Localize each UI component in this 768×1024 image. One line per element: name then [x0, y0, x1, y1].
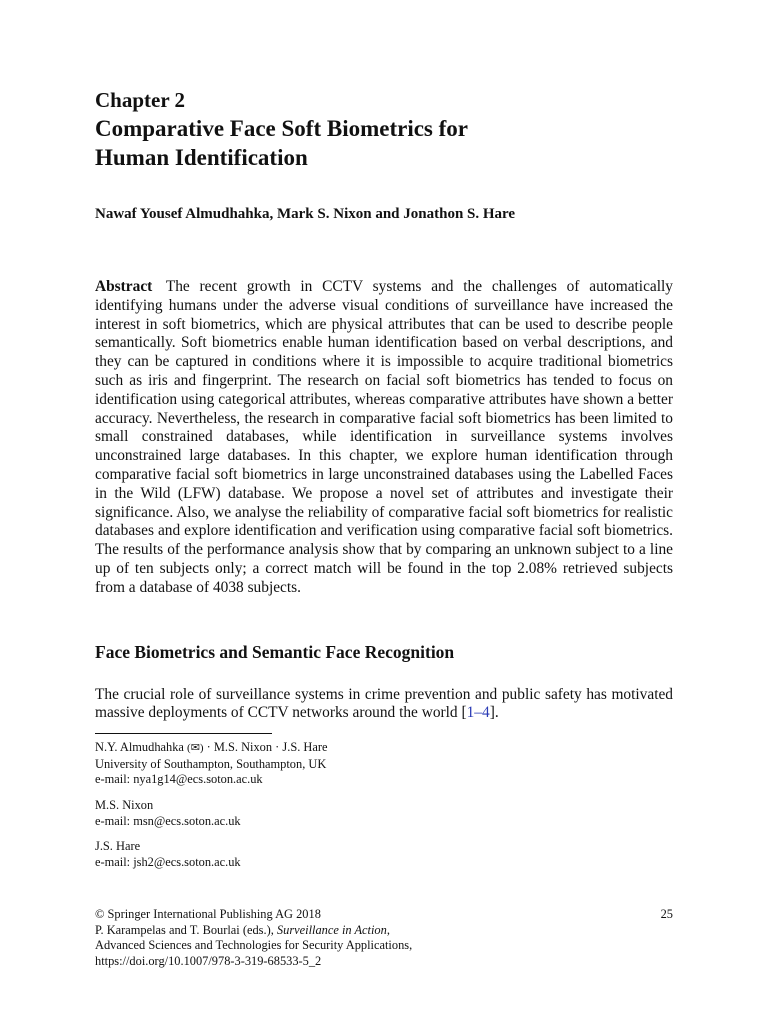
- affiliation: University of Southampton, Southampton, UK: [95, 756, 327, 771]
- section-heading: Face Biometrics and Semantic Face Recognition: [95, 641, 455, 662]
- page-number: 25: [660, 907, 673, 921]
- abstract-text: The recent growth in CCTV systems and the challenges of automatically identifying humans under the adverse visual conditions of surveillance have increased the interest in soft biometrics, which are physical attributes that can be used to describe people semantically. Soft biometrics enable human identification based on verbal descriptions, and they can be captured in conditions where it is impossible to acquire traditional biometrics such as iris and fingerprint. The research on facial soft biometrics has tended to focus on identification using categorical attributes, whereas comparative attributes have shown a better accuracy. Nevertheless, the research in comparative facial soft biometrics has been limited to small constrained databases, while identification in surveillance systems involves unconstrained large databases. In this chapter, we explore human identification through comparative facial soft biometrics in large unconstrained databases using the Labelled Faces in the Wild (LFW) database. We propose a novel set of attributes and investigate their significance. Also, we analyse the reliability of comparative facial soft biometrics for realistic databases and explore identification and verification using comparative facial soft biometrics. The results of the performance analysis show that by comparing an unknown subject to a line up of ten subjects only; a correct match will be found in the top 2.08% retrieved subjects from a database of 4038 subjects.: [95, 278, 673, 596]
- paragraph-text-end: ].: [489, 704, 499, 722]
- doi-link[interactable]: https://doi.org/10.1007/978-3-319-68533-5_2: [95, 953, 322, 968]
- editors-suffix: ,: [386, 922, 390, 937]
- footnote-hare-block: [95, 839, 673, 870]
- chapter-title: [95, 114, 673, 172]
- mail-icon: (✉): [187, 742, 204, 755]
- citation-link[interactable]: 1–4: [466, 704, 490, 722]
- abstract-label: Abstract: [95, 278, 153, 295]
- footnote-affiliation-block: [95, 740, 673, 788]
- publication-info: [95, 907, 673, 969]
- series-title: Advanced Sciences and Technologies for Security Applications,: [95, 938, 413, 953]
- chapter-title-line-1: Comparative Face Soft Biometrics for: [95, 116, 468, 141]
- name-nixon: M.S. Nixon: [95, 797, 154, 812]
- email-nixon[interactable]: e-mail: msn@ecs.soton.ac.uk: [95, 813, 241, 828]
- section-paragraph: [95, 686, 673, 724]
- book-title: Surveillance in Action: [276, 922, 387, 937]
- footnote-nixon-block: [95, 798, 673, 829]
- corresponding-author: N.Y. Almudhahka: [95, 740, 184, 755]
- copyright: © Springer International Publishing AG 2018: [95, 907, 321, 921]
- editors-line: [95, 923, 673, 939]
- editors: P. Karampelas and T. Bourlai (eds.),: [95, 922, 277, 937]
- email-almudhahka[interactable]: e-mail: nya1g14@ecs.soton.ac.uk: [95, 772, 263, 787]
- footnotes: [95, 740, 673, 870]
- page-body: [95, 88, 673, 880]
- coauthors: · M.S. Nixon · J.S. Hare: [203, 740, 328, 755]
- copyright-row: [95, 907, 673, 923]
- abstract: [95, 278, 673, 598]
- author-list: Nawaf Yousef Almudhahka, Mark S. Nixon and Jonathon S. Hare: [95, 206, 516, 222]
- chapter-title-line-2: Human Identification: [95, 145, 308, 170]
- name-hare: J.S. Hare: [95, 839, 141, 854]
- footnote-divider: [95, 733, 272, 734]
- email-hare[interactable]: e-mail: jsh2@ecs.soton.ac.uk: [95, 854, 241, 869]
- chapter-label: Chapter 2: [95, 88, 186, 112]
- paragraph-text: The crucial role of surveillance systems in crime prevention and public safety has motivated massive deployments of CCTV networks around the world [: [95, 685, 673, 722]
- footnote-authors-line: [95, 740, 673, 757]
